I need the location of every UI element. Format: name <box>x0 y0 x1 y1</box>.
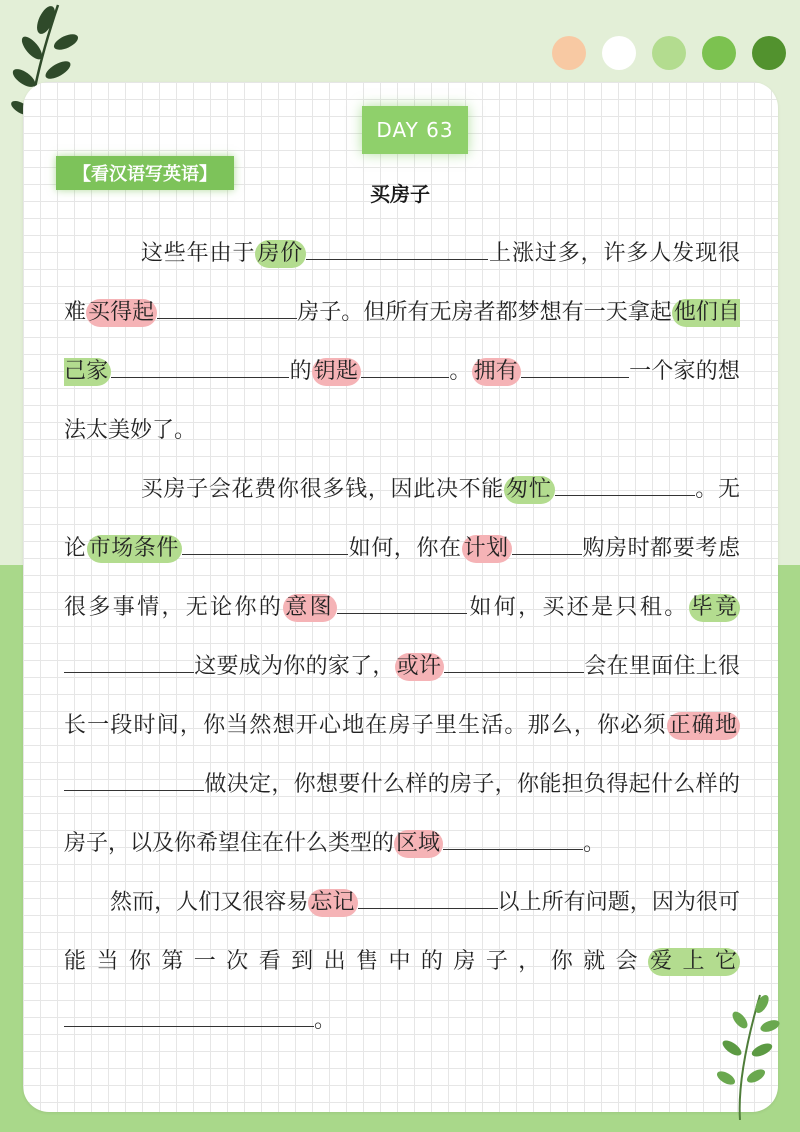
text-run: 购房时都要考虑很多事情，无论你的 <box>64 536 740 620</box>
highlight-pink: 区域 <box>394 830 443 858</box>
answer-blank[interactable] <box>64 1006 314 1027</box>
answer-blank[interactable] <box>512 534 582 555</box>
answer-blank[interactable] <box>358 888 498 909</box>
highlight-pink: 正确地 <box>667 712 740 740</box>
paragraph-1 <box>64 224 740 460</box>
text-run: 以上所有问题，因为很可能当你第一次看到出售中的房子，你就会 <box>64 890 740 974</box>
day-badge: DAY 63 <box>362 106 468 154</box>
decorative-dots <box>552 36 786 70</box>
highlight-pink: 计划 <box>462 535 512 563</box>
highlight-green: 毕竟 <box>689 594 740 622</box>
highlight-pink: 拥有 <box>472 358 521 386</box>
text-run: 上涨过多，许多人发现很难 <box>64 241 740 325</box>
highlight-pink: 钥匙 <box>312 358 361 386</box>
text-run: 如何，你在 <box>348 536 462 561</box>
text-run: 的 <box>289 359 312 384</box>
section-tag: 【看汉语写英语】 <box>56 156 234 190</box>
highlight-green: 爱上它 <box>648 948 740 976</box>
highlight-pink: 或许 <box>395 653 445 681</box>
text-run: 。 <box>314 1008 337 1033</box>
answer-blank[interactable] <box>182 534 348 555</box>
text-run: 。无论 <box>64 477 740 561</box>
highlight-pink: 意图 <box>283 594 337 622</box>
text-run: 这些年由于 <box>140 241 256 266</box>
exercise-text <box>64 224 740 1050</box>
answer-blank[interactable] <box>64 770 204 791</box>
highlight-green: 房价 <box>255 240 306 268</box>
paragraph-2 <box>64 460 740 873</box>
text-run: 做决定，你想要什么样的房子，你能担负得起什么样的房子，以及你希望住在什么类型的 <box>64 772 740 856</box>
dot-peach <box>552 36 586 70</box>
text-run: 会在里面住上很长一段时间，你当然想开心地在房子里生活。那么，你必须 <box>64 654 740 738</box>
answer-blank[interactable] <box>555 475 695 496</box>
leaf-sprig-icon <box>700 990 790 1120</box>
page-title: 买房子 <box>370 182 430 206</box>
dot-white <box>602 36 636 70</box>
text-run: 房子。但所有无房者都梦想有一天拿起 <box>297 300 672 325</box>
highlight-green: 他们自己家 <box>64 300 740 384</box>
dot-green <box>702 36 736 70</box>
answer-blank[interactable] <box>361 357 449 378</box>
dot-dark-green <box>752 36 786 70</box>
answer-blank[interactable] <box>157 298 297 319</box>
paragraph-3 <box>64 873 740 1050</box>
text-run: 然而，人们又很容易 <box>110 890 309 915</box>
dot-light-green <box>652 36 686 70</box>
highlight-green: 市场条件 <box>87 535 182 563</box>
highlight-pink: 买得起 <box>86 299 157 327</box>
text-run: 一个家的想法太美妙了。 <box>64 359 740 443</box>
answer-blank[interactable] <box>64 652 194 673</box>
answer-blank[interactable] <box>306 239 488 260</box>
text-run: 这要成为你的家了， <box>194 654 395 679</box>
text-run: 。 <box>449 359 472 384</box>
highlight-green: 匆忙 <box>504 476 554 504</box>
text-run: 买房子会花费你很多钱，因此决不能 <box>140 477 505 502</box>
answer-blank[interactable] <box>444 652 584 673</box>
answer-blank[interactable] <box>111 357 289 378</box>
answer-blank[interactable] <box>521 357 629 378</box>
text-run: 。 <box>583 831 606 856</box>
highlight-pink: 忘记 <box>308 889 357 917</box>
answer-blank[interactable] <box>443 829 583 850</box>
answer-blank[interactable] <box>337 593 467 614</box>
text-run: 如何，买还是只租。 <box>466 595 689 620</box>
